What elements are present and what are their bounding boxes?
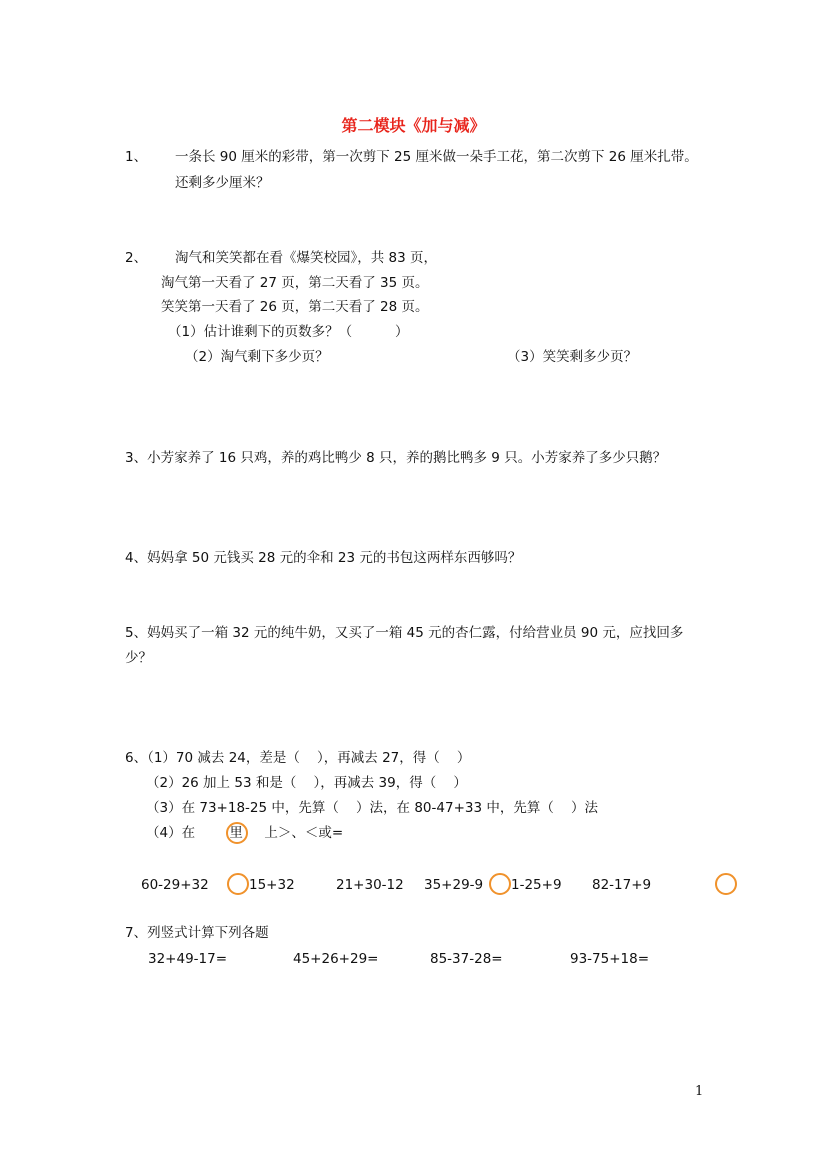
q2-sub1: （1）估计谁剩下的页数多？（ ）	[168, 324, 409, 340]
comparison-circle[interactable]	[715, 873, 737, 895]
q3-text: 3、小芳家养了 16 只鸡，养的鸡比鸭少 8 只，养的鹅比鸭多 9 只。小芳家养了多少只鹅？	[125, 450, 667, 466]
q6-line4: （4）在 里 上＞、＜或=	[146, 825, 344, 841]
q7-expr: 93-75+18=	[570, 951, 650, 967]
q6-expr: 35+29-9	[424, 877, 484, 893]
q2-line3: 笑笑第一天看了 26 页，第二天看了 28 页。	[161, 299, 429, 315]
q1-line2: 还剩多少厘米？	[175, 175, 270, 191]
q5-line2: 少？	[125, 650, 152, 666]
q6-expr: 82-17+9	[592, 877, 652, 893]
q6-expr: 21+30-12	[336, 877, 404, 893]
q6-expr: 1-25+9	[511, 877, 562, 893]
q2-number: 2、	[125, 250, 148, 266]
page-title: 第二模块《加与减》	[341, 116, 486, 135]
q4-text: 4、妈妈拿 50 元钱买 28 元的伞和 23 元的书包这两样东西够吗？	[125, 550, 522, 566]
q2-sub2: （2）淘气剩下多少页？	[185, 349, 329, 365]
q7-expr: 45+26+29=	[293, 951, 379, 967]
q7-text: 7、列竖式计算下列各题	[125, 925, 269, 941]
comparison-circle[interactable]	[227, 873, 249, 895]
comparison-circle[interactable]	[226, 822, 248, 844]
q6-expr: 60-29+32	[141, 877, 209, 893]
q7-expr: 85-37-28=	[430, 951, 503, 967]
q6-line3: （3）在 73+18-25 中，先算（ ）法，在 80-47+33 中，先算（ ）法	[146, 800, 599, 816]
q1-line1: 一条长 90 厘米的彩带，第一次剪下 25 厘米做一朵手工花，第二次剪下 26 厘米扎带。	[175, 149, 698, 165]
page-number: 1	[695, 1084, 704, 1099]
q2-line2: 淘气第一天看了 27 页，第二天看了 35 页。	[161, 275, 429, 291]
q6-expr: 15+32	[249, 877, 295, 893]
q5-line1: 5、妈妈买了一箱 32 元的纯牛奶，又买了一箱 45 元的杏仁露，付给营业员 90 元，应找回多	[125, 625, 684, 641]
q2-line1: 淘气和笑笑都在看《爆笑校园》，共 83 页，	[175, 250, 438, 266]
q6-line1: 6、（1）70 减去 24，差是（ ），再减去 27，得（ ）	[125, 750, 471, 766]
q7-expr: 32+49-17=	[148, 951, 228, 967]
q1-number: 1、	[125, 149, 148, 165]
q6-line2: （2）26 加上 53 和是（ ），再减去 39，得（ ）	[146, 775, 467, 791]
q2-sub3: （3）笑笑剩多少页？	[507, 349, 638, 365]
comparison-circle[interactable]	[489, 873, 511, 895]
